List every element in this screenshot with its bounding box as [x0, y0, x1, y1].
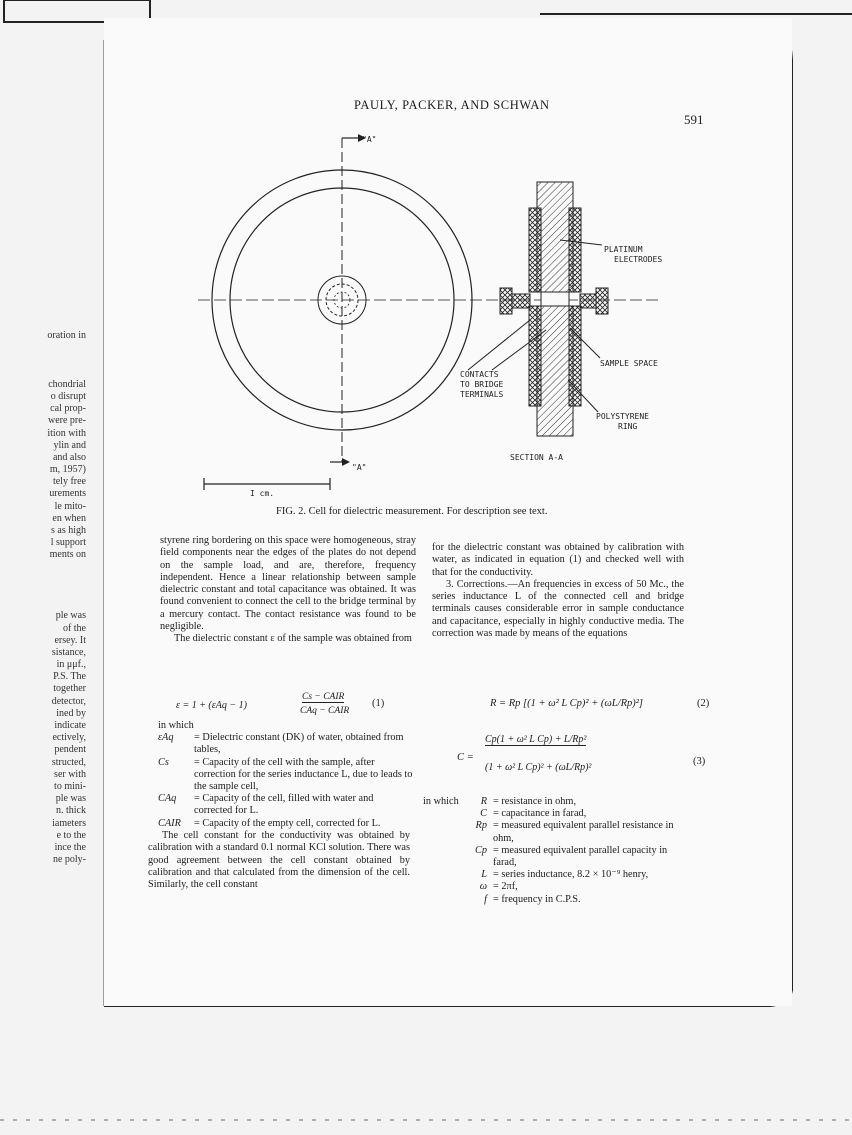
equation-1-lhs: ε = 1 + (εAq − 1) — [176, 700, 247, 711]
definition-lead — [423, 845, 465, 869]
body-column-left — [160, 535, 416, 646]
definition-lead — [423, 808, 465, 820]
definition-text: = series inductance, 8.2 × 10⁻⁹ henry, — [493, 869, 649, 881]
definition-symbol: R — [480, 796, 487, 807]
left-fragment-line: were pre- — [47, 415, 86, 427]
definition-symbol: Rp — [475, 820, 487, 832]
left-fragment-line: ersey. It — [54, 634, 86, 646]
definition-symbol: εAq — [158, 732, 174, 744]
left-fragment-line: ylin and — [53, 439, 86, 451]
definition-lead: in which — [423, 796, 459, 807]
definitions-list-2 — [423, 796, 685, 906]
equation-3-denominator: (1 + ω² L Cp)² + (ωL/Rp)² — [485, 762, 592, 773]
label-ring: RING — [618, 422, 638, 431]
left-fragment-line: ments on — [49, 549, 86, 561]
definition-symbol: f — [484, 893, 487, 905]
left-fragment-line: and also — [52, 451, 86, 463]
left-fragment-line: ined by — [56, 707, 86, 719]
definition-lead — [423, 894, 465, 906]
definition-text: = Capacity of the cell with the sample, after correction for the series inductance L, due to leads to the sample cell, — [194, 756, 413, 793]
label-platinum: PLATINUM — [604, 245, 643, 254]
definition-symbol: CAq — [158, 793, 177, 805]
label-contacts-3: TERMINALS — [460, 390, 504, 399]
left-fragment-line: le mito- — [54, 500, 86, 512]
left-fragment-line — [6, 598, 86, 610]
left-fragment-line: iameters — [52, 817, 86, 829]
figure-caption: FIG. 2. Cell for dielectric measurement. For description see text. — [276, 506, 548, 517]
left-fragment-line: m, 1957) — [49, 464, 86, 476]
left-fragment-line: en when — [52, 512, 86, 524]
definition-text: = Capacity of the empty cell, corrected for L. — [194, 817, 381, 829]
left-fragment-line: detector, — [51, 695, 86, 707]
cell-diagram — [190, 130, 710, 500]
definition-row — [423, 869, 685, 881]
definition-text: = frequency in C.P.S. — [493, 893, 581, 905]
label-polystyrene: POLYSTYRENE — [596, 412, 649, 421]
definition-row — [423, 881, 685, 893]
in-which-label: in which — [158, 720, 194, 731]
left-fragment-line: ition with — [47, 427, 86, 439]
definition-lead — [423, 869, 465, 881]
left-fragment-line: s as high — [51, 525, 86, 536]
definition-row — [158, 818, 414, 830]
left-fragment-line: chondrial — [48, 378, 86, 390]
body-column-right — [432, 542, 684, 640]
left-fragment-line: ince the — [54, 841, 86, 853]
paragraph: for the dielectric constant was obtained by calibration with water, as indicated in equation (1) and checked well with that for the conductivity. — [432, 542, 684, 578]
left-fragment-line: ple was — [55, 793, 86, 805]
definition-text: = measured equivalent parallel capacity in farad, — [493, 844, 668, 869]
running-header: PAULY, PACKER, AND SCHWAN — [354, 98, 550, 112]
paragraph-text: The cell constant for the conductivity was obtained by calibration with a standard 0.1 normal KCl solution. There was good agreement between the cell constant obtained by calibration and that calculated from the dimension of the cell. Similarly, the cell constant — [148, 830, 410, 891]
cell-constant-paragraph — [148, 830, 410, 891]
definition-symbol: ω — [479, 881, 487, 893]
definition-lead — [423, 820, 465, 844]
left-fragment-line: sistance, — [51, 646, 86, 658]
left-fragment-line — [6, 562, 86, 574]
left-fragment-line: oration in — [47, 330, 86, 341]
label-a-bottom: "A" — [352, 463, 367, 472]
definition-row — [423, 845, 685, 869]
sample-space — [541, 292, 569, 306]
left-fragment-line: in μμf., — [56, 659, 86, 671]
left-fragment-line: cal prop- — [50, 403, 86, 415]
left-fragment-line — [6, 354, 86, 366]
left-fragment-line: urements — [49, 488, 86, 500]
left-fragment-line — [6, 586, 86, 598]
left-fragment-line: to mini- — [54, 780, 86, 792]
left-fragment-line: pendent — [54, 744, 86, 756]
definition-symbol: CAIR — [158, 817, 181, 829]
definition-text: = resistance in ohm, — [493, 796, 577, 807]
left-page-fragments — [6, 330, 86, 866]
definition-symbol: Cs — [158, 756, 169, 768]
left-fragment-line — [6, 342, 86, 354]
equation-3-lhs: C = — [457, 752, 474, 763]
scale-label: I cm. — [250, 489, 275, 498]
definition-text: = capacitance in farad, — [493, 808, 587, 820]
equation-3-number: (3) — [693, 756, 706, 767]
corrections-paragraph: 3. Corrections.—An frequencies in excess of 50 Mc., the series inductance L of the connected cell and bridge terminals causes considerable error in sample conductance and capacitance, especially in highly conductive media. The correction was made by means of the equations — [432, 578, 684, 640]
left-fragment-line: l support — [50, 537, 86, 549]
left-fragment-line: o disrupt — [50, 390, 86, 402]
definition-lead — [423, 881, 465, 893]
definition-symbol: L — [481, 869, 487, 881]
definition-row — [423, 796, 685, 808]
left-fragment-line: ne poly- — [52, 854, 86, 866]
equation-2: R = Rp [(1 + ω² L Cp)² + (ωL/Rp)²] — [490, 698, 643, 709]
definition-row — [423, 820, 685, 844]
definition-text: = Dielectric constant (DK) of water, obtained from tables, — [194, 732, 404, 756]
page-number: 591 — [684, 112, 704, 127]
definition-text: = Capacity of the cell, filled with water and corrected for L. — [194, 793, 374, 817]
paragraph: styrene ring bordering on this space were homogeneous, stray field components near the edges of the plates do not depend on the sample load, and are, therefore, frequency independent. Hence a linear relationship between sample dielectric constant and total capacitance was obtained. It was found convenient to connect the cell to the bridge terminal by a mercury contact. The contact resistance was found to be negligible. — [160, 535, 416, 633]
left-fragment-line: P.S. The — [53, 671, 86, 683]
left-fragment-line — [6, 574, 86, 586]
definition-text: = measured equivalent parallel resistance in ohm, — [493, 820, 674, 844]
label-contacts-2: TO BRIDGE — [460, 380, 504, 389]
definition-row — [423, 894, 685, 906]
definition-row — [158, 793, 414, 817]
lower-electrode — [537, 306, 573, 436]
left-fragment-line: ple was — [55, 610, 86, 622]
label-electrodes: ELECTRODES — [614, 255, 663, 264]
left-fragment-line: e to the — [56, 829, 86, 841]
definition-symbol: Cp — [474, 844, 487, 856]
left-fragment-line: indicate — [54, 720, 86, 731]
label-a-top: "A" — [362, 135, 377, 144]
label-sample-space: SAMPLE SPACE — [600, 359, 658, 368]
label-contacts-1: CONTACTS — [460, 370, 499, 379]
definition-row — [158, 732, 414, 756]
definition-row — [158, 757, 414, 794]
left-fragment-line: together — [53, 683, 86, 695]
definition-text: = 2πf, — [493, 881, 518, 893]
paragraph: The dielectric constant ε of the sample was obtained from — [174, 633, 412, 645]
left-fragment-line: tely free — [52, 476, 86, 488]
definition-row — [423, 808, 685, 820]
left-fragment-line: n. thick — [56, 805, 86, 817]
label-section: SECTION A-A — [510, 453, 563, 462]
equation-3-numerator: Cp(1 + ω² L Cp) + L/Rp² — [485, 734, 587, 745]
equation-1-numerator: Cs − CAIR — [302, 692, 345, 702]
left-fragment-line: structed, — [51, 756, 86, 768]
upper-electrode — [537, 182, 573, 292]
left-fragment-line: ectively, — [52, 732, 86, 744]
definition-symbol: C — [480, 808, 487, 820]
left-fragment-line: of the — [62, 622, 86, 634]
left-fragment-line: ser with — [54, 768, 86, 780]
left-fragment-line — [6, 367, 86, 379]
equation-2-number: (2) — [697, 698, 710, 709]
equation-1-denominator: CAq − CAIR — [300, 706, 350, 716]
equation-1-number: (1) — [372, 698, 385, 709]
definitions-list — [158, 720, 414, 830]
